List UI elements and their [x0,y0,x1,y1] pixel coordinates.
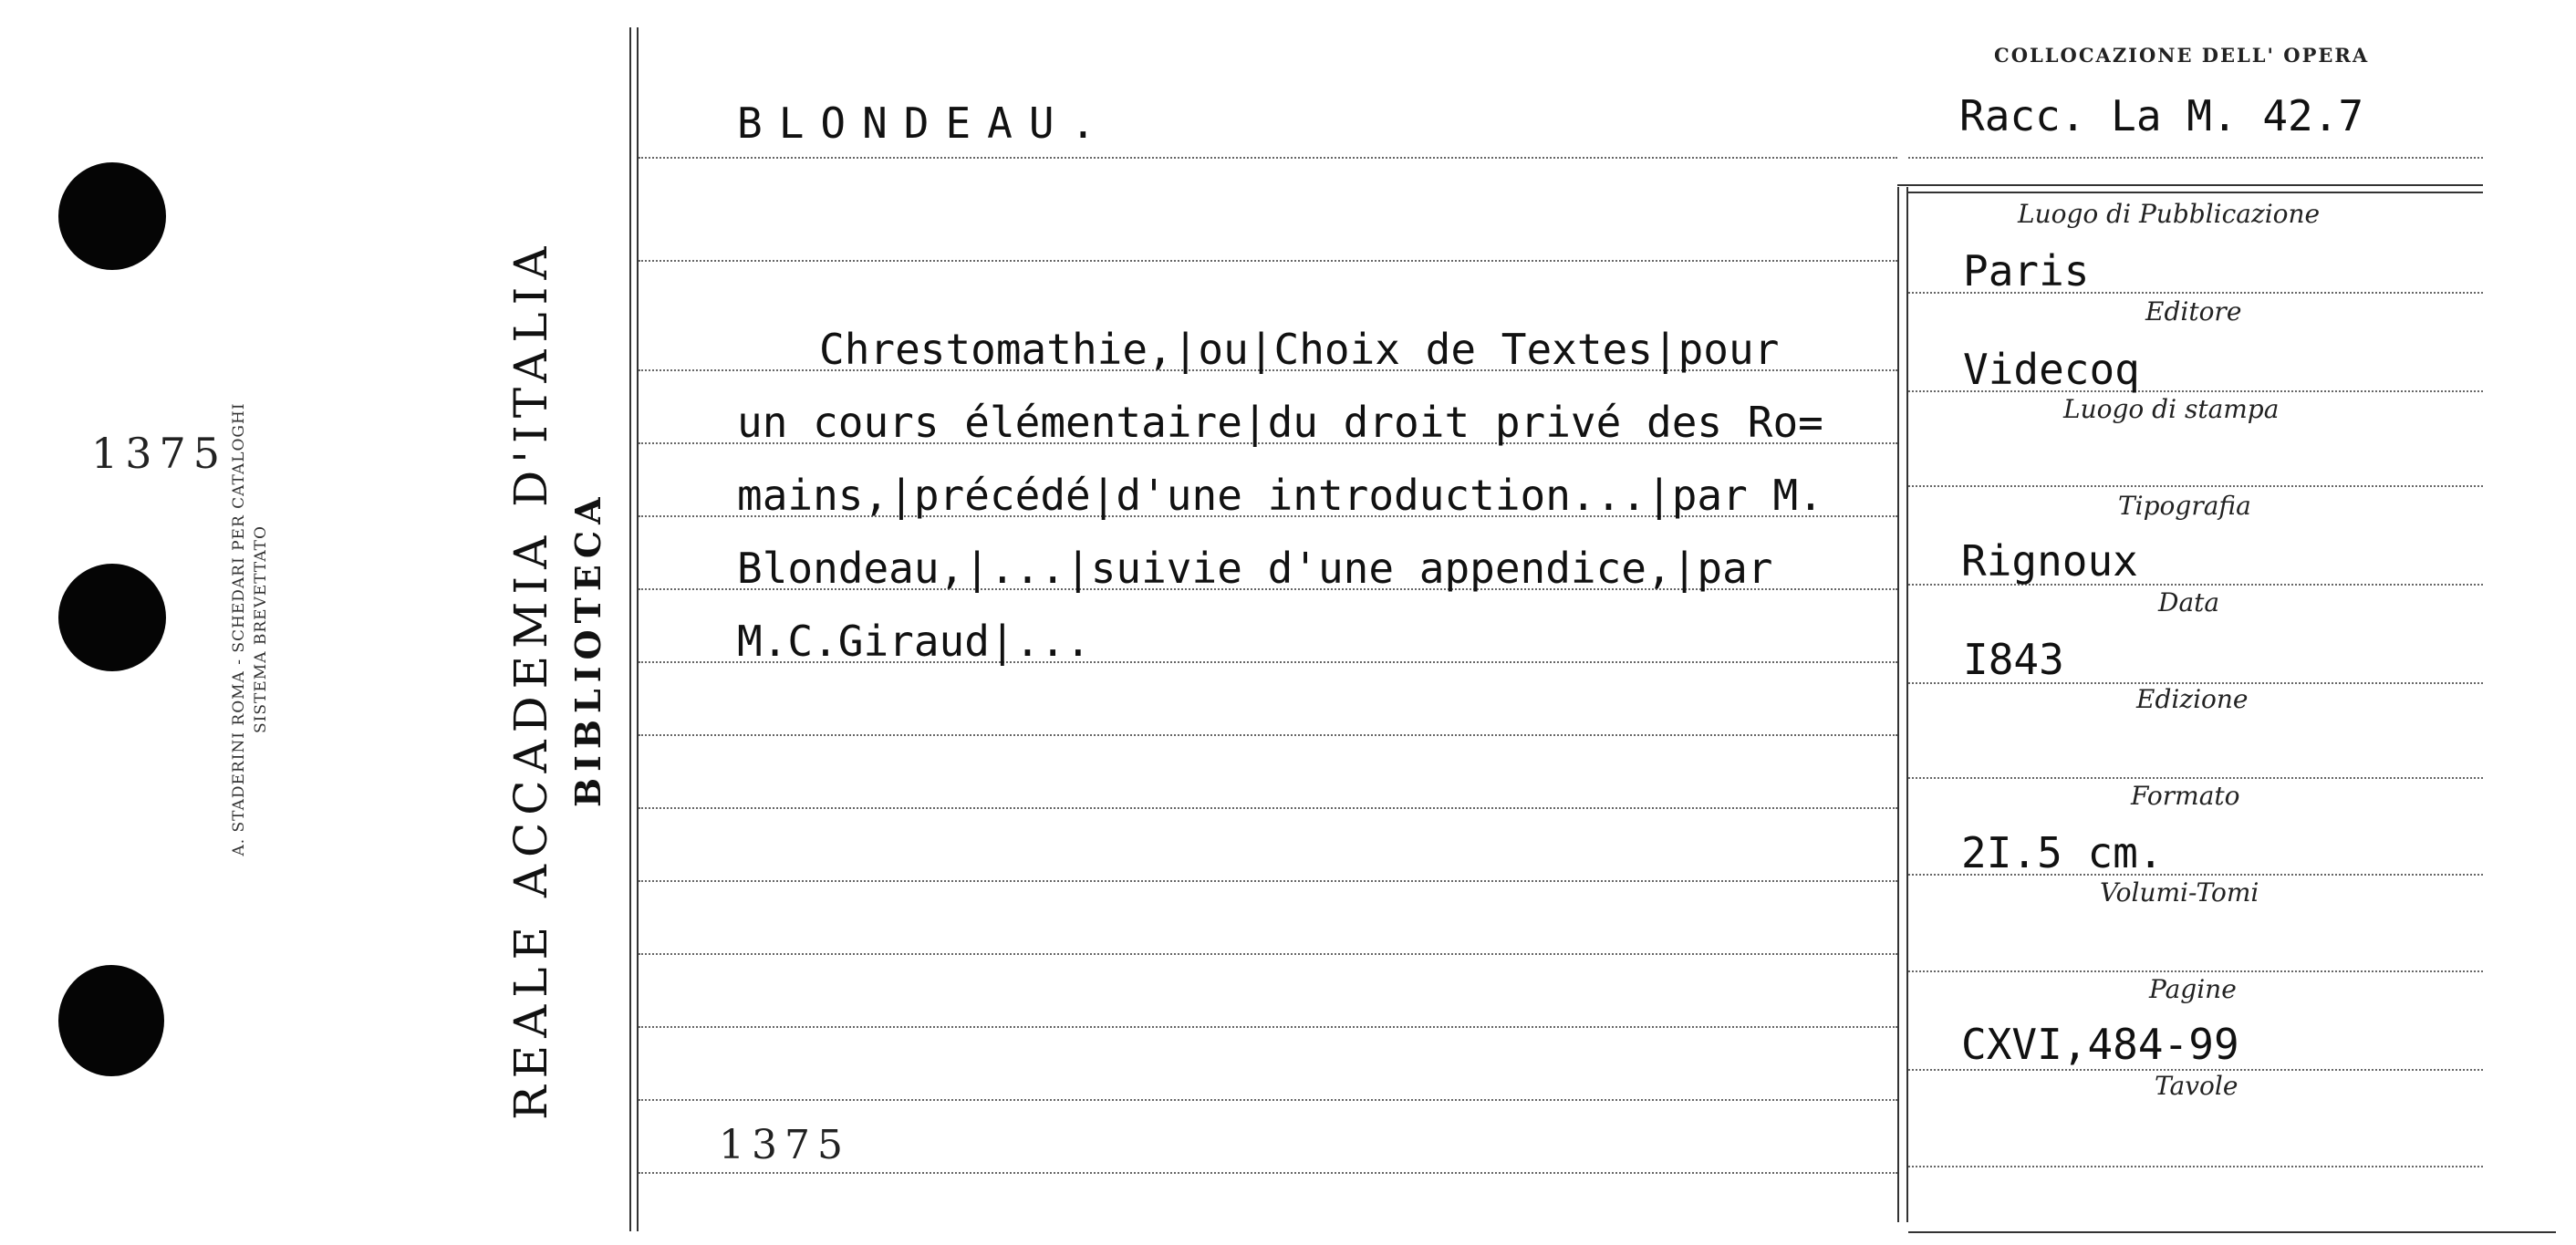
ruled-line [639,1172,1897,1174]
description-line: Blondeau,|...|suivie d'une appendice,|par [737,544,1773,593]
label-editore: Editore [2145,296,2242,327]
description-line: un cours élémentaire|du droit privé des Ro= [737,398,1823,447]
vertical-rule [1897,187,1899,1222]
value-formato: 2I.5 cm. [1961,828,2164,877]
call-number: Racc. La M. 42.7 [1959,91,2364,140]
ruled-line [639,1099,1897,1101]
ruled-line [639,807,1897,809]
ruled-line [639,880,1897,882]
ruled-line [1908,157,2483,159]
printer-imprint [228,337,272,921]
punch-hole [58,965,164,1076]
author-heading: BLONDEAU. [737,99,1113,148]
panel-top-rule [1906,192,2483,193]
ruled-line [639,1026,1897,1028]
description-line: mains,|précédé|d'une introduction...|par M. [737,471,1823,520]
ruled-line [639,260,1897,262]
ruled-line [1908,970,2483,972]
margin-card-number: 1375 [91,429,228,478]
ruled-line [1908,777,2483,779]
value-pagine: CXVI,484-99 [1961,1020,2239,1069]
value-data: I843 [1963,635,2064,684]
label-pagine: Pagine [2149,974,2237,1004]
label-tipografia: Tipografia [2118,491,2251,521]
label-formato: Formato [2131,781,2240,811]
punch-hole [58,564,166,671]
vertical-rule [637,27,639,1231]
printer-line-2: SISTEMA BREVETTATO [252,525,270,733]
label-edizione: Edizione [2136,684,2249,714]
vertical-rule [1906,187,1908,1222]
value-tipografia: Rignoux [1961,536,2138,586]
library-name: BIBLIOTECA [567,491,608,807]
label-luogo-stampa: Luogo di stampa [2063,394,2280,424]
ruled-line [1908,485,2483,487]
value-luogo-pubblicazione: Paris [1963,246,2090,296]
vertical-rule [629,27,631,1231]
ruled-line [639,734,1897,736]
panel-bottom-rule [1908,1231,2556,1233]
bottom-card-number: 1375 [719,1122,850,1168]
punch-hole [58,162,166,270]
value-editore: Videcoq [1963,345,2140,394]
printer-line-1: A. STADERINI ROMA - SCHEDARI PER CATALOGHI [230,402,248,856]
ruled-line [639,157,1897,159]
ruled-line [1908,1166,2483,1167]
label-data: Data [2158,587,2220,617]
academy-name: REALE ACCADEMIA D'ITALIA [504,239,557,1120]
description-line: Chrestomathie,|ou|Choix de Textes|pour [819,325,1780,374]
label-volumi-tomi: Volumi-Tomi [2100,877,2259,908]
description-line: M.C.Giraud|... [737,617,1091,666]
collocation-label: COLLOCAZIONE DELL' OPERA [1994,44,2370,67]
ruled-line [639,953,1897,955]
label-luogo-pubblicazione: Luogo di Pubblicazione [2018,199,2321,229]
panel-top-rule [1897,184,2483,186]
label-tavole: Tavole [2155,1071,2238,1101]
